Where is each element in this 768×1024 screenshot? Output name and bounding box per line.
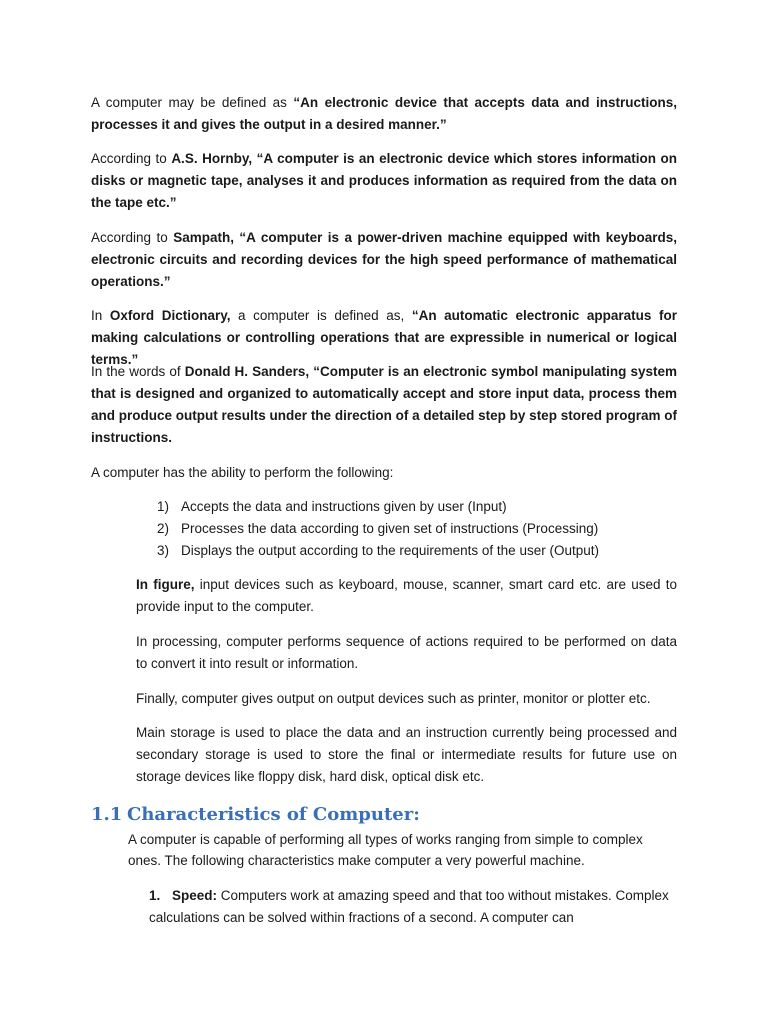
output-paragraph: Finally, computer gives output on output devices such as printer, monitor or plotter etc. — [136, 691, 651, 706]
sanders-paragraph — [91, 361, 677, 449]
hornby-paragraph — [91, 148, 677, 214]
list-item — [157, 540, 599, 562]
para-text: In — [91, 308, 110, 323]
author-name: Sampath, — [173, 230, 234, 245]
list-item — [157, 518, 598, 540]
para-text: input devices such as keyboard, mouse, scanner, smart card etc. are used to provide input to the computer. — [136, 577, 677, 614]
author-name: Donald H. Sanders, — [184, 364, 310, 379]
para-text: According to — [91, 230, 174, 245]
list-number: 3) — [157, 543, 170, 558]
figure-label: In figure, — [136, 577, 195, 592]
figure-paragraph — [136, 574, 677, 618]
list-text: Displays the output according to the requirements of the user (Output) — [181, 543, 599, 558]
section-heading — [91, 804, 420, 825]
author-name: Oxford Dictionary, — [109, 308, 231, 323]
section-number: 1.1 — [91, 804, 123, 825]
section-title: Characteristics of Computer: — [127, 804, 420, 825]
list-number: 2) — [157, 521, 170, 536]
para-bold-quote: “A computer is an electronic device which stores information on disks or magnetic tape, analyses it and produces information as required from the data on the tape etc.” — [91, 151, 677, 210]
storage-paragraph: Main storage is used to place the data and an instruction currently being processed and secondary storage is used to store the final or intermediate results for future use on storage devices like floppy disk, hard disk, optical disk etc. — [136, 725, 677, 784]
list-text: Accepts the data and instructions given by user (Input) — [181, 499, 507, 514]
para-text: a computer is defined as, — [230, 308, 412, 323]
processing-paragraph: In processing, computer performs sequence of actions required to be performed on data to convert it into result or information. — [136, 634, 677, 671]
sampath-paragraph — [91, 227, 677, 293]
para-bold-quote: “An automatic electronic apparatus for making calculations or controlling operations that are expressible in numerical or logical terms.” — [91, 308, 677, 367]
para-bold-quote: “Computer is an electronic symbol manipulating system that is designed and organized to automatically accept and store input data, process them and produce output results under the direction of a detailed step by step stored program of instructions. — [91, 364, 677, 445]
para-text: Computers work at amazing speed and that too without mistakes. Complex calculations can be solved within fractions of a second. A computer can — [149, 888, 669, 925]
ability-intro: A computer has the ability to perform the following: — [91, 465, 394, 480]
list-text: Processes the data according to given set of instructions (Processing) — [181, 521, 599, 536]
para-bold-quote: “A computer is a power-driven machine equipped with keyboards, electronic circuits and recording devices for the high speed performance of mathematical operations.” — [91, 230, 678, 289]
para-text: According to — [91, 151, 172, 166]
definition-paragraph — [91, 92, 677, 136]
author-name: A.S. Hornby, — [171, 151, 253, 166]
list-number: 1. — [149, 888, 161, 903]
list-number: 1) — [157, 499, 170, 514]
characteristic-label: Speed: — [172, 888, 218, 903]
para-bold-quote: “An electronic device that accepts data and instructions, processes it and gives the output in a desired manner.” — [91, 95, 677, 132]
para-text: A computer may be defined as — [91, 95, 294, 110]
characteristic-item — [149, 885, 669, 929]
section-intro: A computer is capable of performing all types of works ranging from simple to complex ones. The following characteristics make computer a very powerful machine. — [128, 832, 643, 868]
list-item — [157, 496, 507, 518]
para-text: In the words of — [91, 364, 185, 379]
